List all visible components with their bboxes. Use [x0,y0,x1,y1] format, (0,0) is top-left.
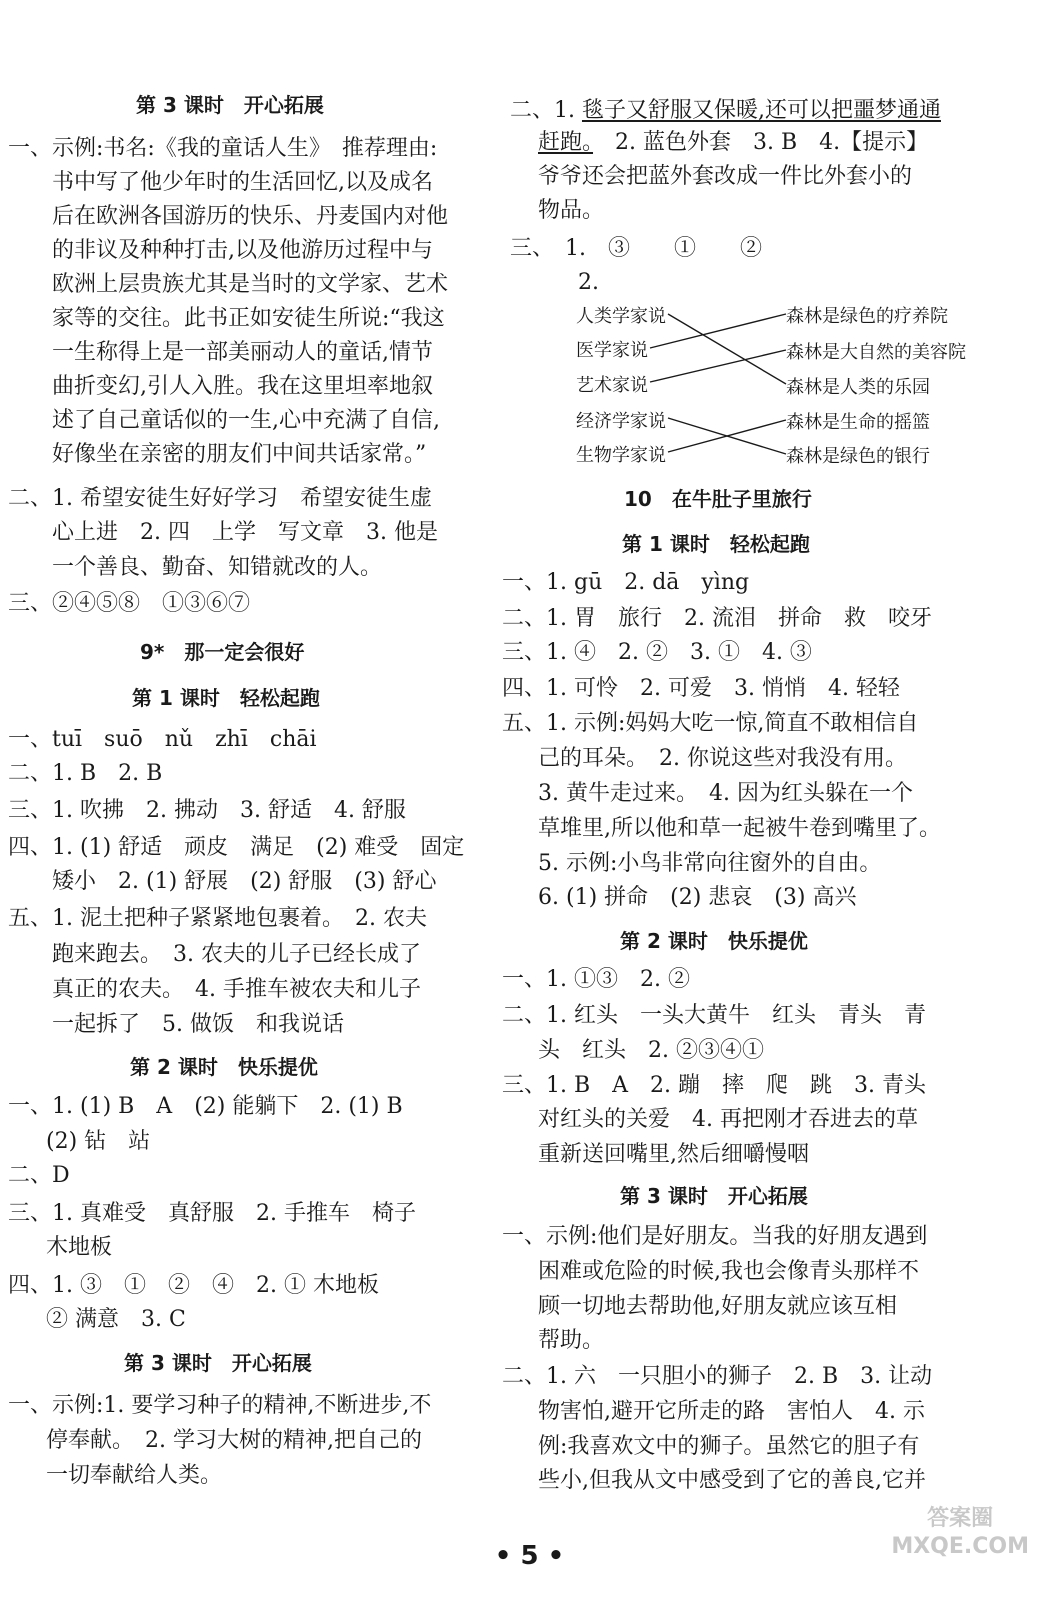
matching-right-item: 森林是人类的乐园 [786,377,930,398]
answer-line: 一生称得上是一部美丽动人的童话,情节 [52,340,433,365]
answer-line: 些小,但我从文中感受到了它的善良,它并 [538,1468,926,1493]
answer-line: 三、1. 真难受 真舒服 2. 手推车 椅子 [8,1201,416,1226]
matching-right-item: 森林是绿色的疗养院 [786,306,948,327]
answer-line: 二、1. 希望安徒生好好学习 希望安徒生虚 [8,486,432,511]
matching-left-item: 经济学家说 [576,411,666,432]
match-line [650,350,786,382]
matching-right-item: 森林是生命的摇篮 [786,412,930,433]
answer-line: 草堆里,所以他和草一起被牛卷到嘴里了。 [538,816,941,841]
matching-left-item: 人类学家说 [576,306,666,327]
answer-line: 心上进 2. 四 上学 写文章 3. 他是 [52,520,438,545]
answer-line: 四、1. ③ ① ② ④ 2. ① 木地板 [8,1273,379,1298]
matching-right-item: 森林是大自然的美容院 [786,342,966,363]
answer-line: 五、1. 泥土把种子紧紧地包裹着。 2. 农夫 [8,906,427,931]
answer-line: 三、 1. ③ ① ② [510,236,762,261]
answer-line: 一、示例:他们是好朋友。当我的好朋友遇到 [502,1224,928,1249]
lesson-heading: 第 2 课时 快乐提优 [130,1055,318,1079]
answer-line: 述了自己童话似的一生,心中充满了自信, [52,408,440,433]
answer-line: 跑来跑去。 3. 农夫的儿子已经长成了 [52,942,421,967]
answer-line: 书中写了他少年时的生活回忆,以及成名 [52,170,433,195]
lesson-heading: 第 1 课时 轻松起跑 [622,532,810,556]
answer-line: 一、示例:书名:《我的童话人生》 推荐理由: [8,136,438,161]
answer-line: 帮助。 [538,1328,605,1353]
answer-line: 2. [578,270,599,295]
lesson-heading: 第 3 课时 开心拓展 [620,1184,808,1208]
answer-line: 一、1. ①③ 2. ② [502,967,690,992]
answer-line: 困难或危险的时候,我也会像青头那样不 [538,1259,919,1284]
matching-left-item: 生物学家说 [576,445,666,466]
answer-line [510,96,941,126]
answer-line: 一、1. (1) B A (2) 能躺下 2. (1) B [8,1094,403,1119]
lesson-heading: 第 3 课时 开心拓展 [124,1351,312,1375]
watermark-url: MXQE.COM [891,1534,1029,1559]
section-title: 10 在牛肚子里旅行 [624,487,812,511]
watermark [891,1505,1029,1561]
lesson-heading: 第 3 课时 开心拓展 [136,93,324,117]
answer-line: 的非议及种种打击,以及他游历过程中与 [52,238,433,263]
answer-line [538,128,928,158]
answer-line: 二、1. 红头 一头大黄牛 红头 青头 青 [502,1003,926,1028]
answer-line: 爷爷还会把蓝外套改成一件比外套小的 [538,164,913,189]
underlined-answer: 赶跑。 [538,130,594,155]
answer-line: 木地板 [46,1235,113,1260]
answer-line: 好像坐在亲密的朋友们中间共话家常。” [52,442,427,467]
watermark-logo: 答案圈 [927,1506,994,1531]
answer-line: 三、②④⑤⑧ ①③⑥⑦ [8,591,251,616]
answer-line: 家等的交往。此书正如安徒生所说:“我这 [52,306,445,331]
answer-line: 三、1. 吹拂 2. 拂动 3. 舒适 4. 舒服 [8,798,406,823]
underlined-answer: 毯子又舒服又保暖,还可以把噩梦通通 [581,98,941,123]
answer-number: 二、1. [510,98,582,123]
answer-line: 四、1. (1) 舒适 顽皮 满足 (2) 难受 固定 [8,835,465,860]
answer-line: 曲折变幻,引人入胜。我在这里坦率地叙 [52,374,433,399]
answer-line: 三、1. B A 2. 蹦 摔 爬 跳 3. 青头 [502,1073,927,1098]
match-line [668,420,786,452]
answer-line: 例:我喜欢文中的狮子。虽然它的胆子有 [538,1434,920,1459]
answer-line: 二、1. 六 一只胆小的狮子 2. B 3. 让动 [502,1364,933,1389]
answer-line: 一起拆了 5. 做饭 和我说话 [52,1012,344,1037]
answer-line: 6. (1) 拼命 (2) 悲哀 (3) 高兴 [538,885,857,910]
matching-left-item: 艺术家说 [576,375,648,396]
answer-line: 二、1. 胃 旅行 2. 流泪 拼命 救 咬牙 [502,606,932,631]
matching-right-item: 森林是绿色的银行 [786,446,930,467]
page-number: • 5 • [494,1541,565,1571]
answer-line: 矮小 2. (1) 舒展 (2) 舒服 (3) 舒心 [52,869,437,894]
answer-line: 一、tuī suō nǔ zhī chāi [8,727,317,752]
answer-line: 后在欧洲各国游历的快乐、丹麦国内对他 [52,204,449,229]
matching-diagram [568,298,988,470]
answer-line: 真正的农夫。 4. 手推车被农夫和儿子 [52,977,421,1002]
answer-line: 停奉献。 2. 学习大树的精神,把自己的 [46,1428,422,1453]
answer-line: 四、1. 可怜 2. 可爱 3. 悄悄 4. 轻轻 [502,676,900,701]
lesson-heading: 第 1 课时 轻松起跑 [132,686,320,710]
answer-line: 己的耳朵。 2. 你说这些对我没有用。 [538,746,907,771]
answer-line: 一个善良、勤奋、知错就改的人。 [52,555,383,580]
answer-line: 重新送回嘴里,然后细嚼慢咽 [538,1142,809,1167]
answer-line: 三、1. ④ 2. ② 3. ① 4. ③ [502,640,812,665]
answer-line: 五、1. 示例:妈妈大吃一惊,简直不敢相信自 [502,711,919,736]
answer-line: 一切奉献给人类。 [46,1463,223,1488]
answer-line: 3. 黄牛走过来。 4. 因为红头躲在一个 [538,781,913,806]
answer-text: 2. 蓝色外套 3. B 4.【提示】 [593,130,929,155]
answer-line: 5. 示例:小鸟非常向往窗外的自由。 [538,851,882,876]
lesson-heading: 第 2 课时 快乐提优 [620,929,808,953]
answer-line: 对红头的关爱 4. 再把刚才吞进去的草 [538,1107,918,1132]
answer-line: ② 满意 3. C [46,1307,186,1332]
answer-line: 物害怕,避开它所走的路 害怕人 4. 示 [538,1399,925,1424]
answer-line: 欧洲上层贵族尤其是当时的文学家、艺术 [52,272,449,297]
answer-line: 二、D [8,1163,70,1188]
answer-line: (2) 钻 站 [46,1129,151,1154]
section-title: 9* 那一定会很好 [140,640,305,664]
answer-line: 一、示例:1. 要学习种子的精神,不断进步,不 [8,1393,432,1418]
answer-line: 一、1. gū 2. dā yìng [502,570,750,595]
answer-line: 二、1. B 2. B [8,761,163,786]
matching-left-item: 医学家说 [576,340,648,361]
answer-line: 物品。 [538,198,605,223]
answer-line: 头 红头 2. ②③④① [538,1038,764,1063]
answer-line: 顾一切地去帮助他,好朋友就应该互相 [538,1294,897,1319]
